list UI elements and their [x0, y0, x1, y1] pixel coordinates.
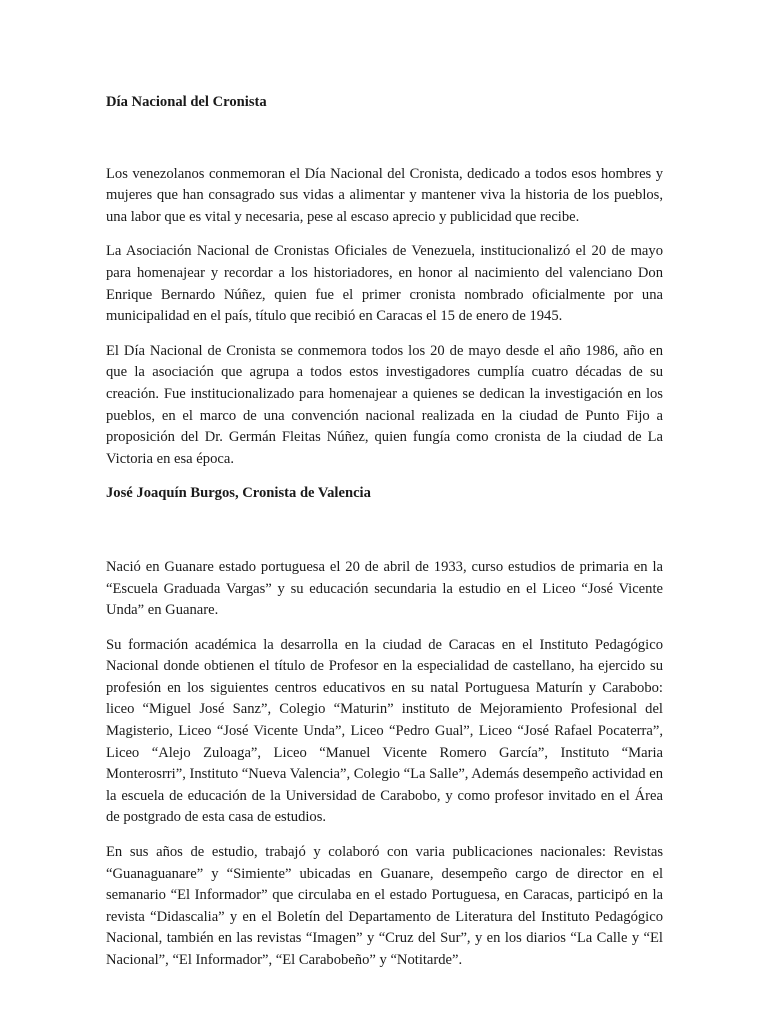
section-heading-dia-nacional: Día Nacional del Cronista [106, 94, 267, 110]
paragraph: Los venezolanos conmemoran el Día Nacional del Cronista, dedicado a todos esos hombres y mujeres que han consagrado sus vidas a alimentar y mantener viva la historia de los pueblos, una labor que es vital y necesaria, pese al escaso aprecio y publicidad que recibe. [106, 165, 663, 225]
document-body [106, 92, 663, 985]
paragraph: Su formación académica la desarrolla en la ciudad de Caracas en el Instituto Pedagógico Nacional donde obtienen el título de Profesor en la especialidad de castellano, ha ejercido su profesión en los siguientes centros educativos en su natal Portuguesa Maturín y Carabobo: liceo “Miguel José Sanz”, Colegio “Maturin” instituto de Mejoramiento Profesional del Magisterio, Liceo “José Vicente Unda”, Liceo “Pedro Gual”, Liceo “José Rafael Pocaterra”, Liceo “Alejo Zuloaga”, Liceo “Manuel Vicente Romero García”, Instituto “Maria Monterosrri”, Instituto “Nueva Valencia”, Colegio “La Salle”, Además desempeño actividad en la escuela de educación de la Universidad de Carabobo, y como profesor invitado en el Área de postgrado de esta casa de estudios. [106, 636, 663, 826]
paragraph: La Asociación Nacional de Cronistas Oficiales de Venezuela, institucionalizó el 20 de mayo para homenajear y recordar a los historiadores, en honor al nacimiento del valenciano Don Enrique Bernardo Núñez, quien fue el primer cronista nombrado oficialmente por una municipalidad en el país, título que recibió en Caracas el 15 de enero de 1945. [106, 243, 663, 325]
paragraph: El Día Nacional de Cronista se conmemora todos los 20 de mayo desde el año 1986, año en que la asociación que agrupa a todos estos investigadores cumplía cuatro décadas de su creación. Fue institucionalizado para homenajear a quienes se dedican la investigación en los pueblos, en el marco de una convención nacional realizada en la ciudad de Punto Fijo a proposición del Dr. Germán Fleitas Núñez, quien fungía como cronista de la ciudad de La Victoria en esa época. [106, 342, 663, 467]
paragraph: Nació en Guanare estado portuguesa el 20 de abril de 1933, curso estudios de primaria en la “Escuela Graduada Vargas” y su educación secundaria la estudio en el Liceo “José Vicente Unda” en Guanare. [106, 558, 663, 619]
paragraph: En sus años de estudio, trabajó y colaboró con varia publicaciones nacionales: Revistas “Guanaguanare” y “Simiente” ubicadas en Guanare, desempeño cargo de director en el semanario “El Informador” que circulaba en el estado Portuguesa, en Caracas, participó en la revista “Didascalia” y en el Boletín del Departamento de Literatura del Instituto Pedagógico Nacional, también en las revistas “Imagen” y “Cruz del Sur”, y en los diarios “La Calle y “El Nacional”, “El Informador”, “El Carabobeño” y “Notitarde”. [106, 844, 663, 968]
section-heading-jose-joaquin-burgos: José Joaquín Burgos, Cronista de Valencia [106, 485, 371, 502]
